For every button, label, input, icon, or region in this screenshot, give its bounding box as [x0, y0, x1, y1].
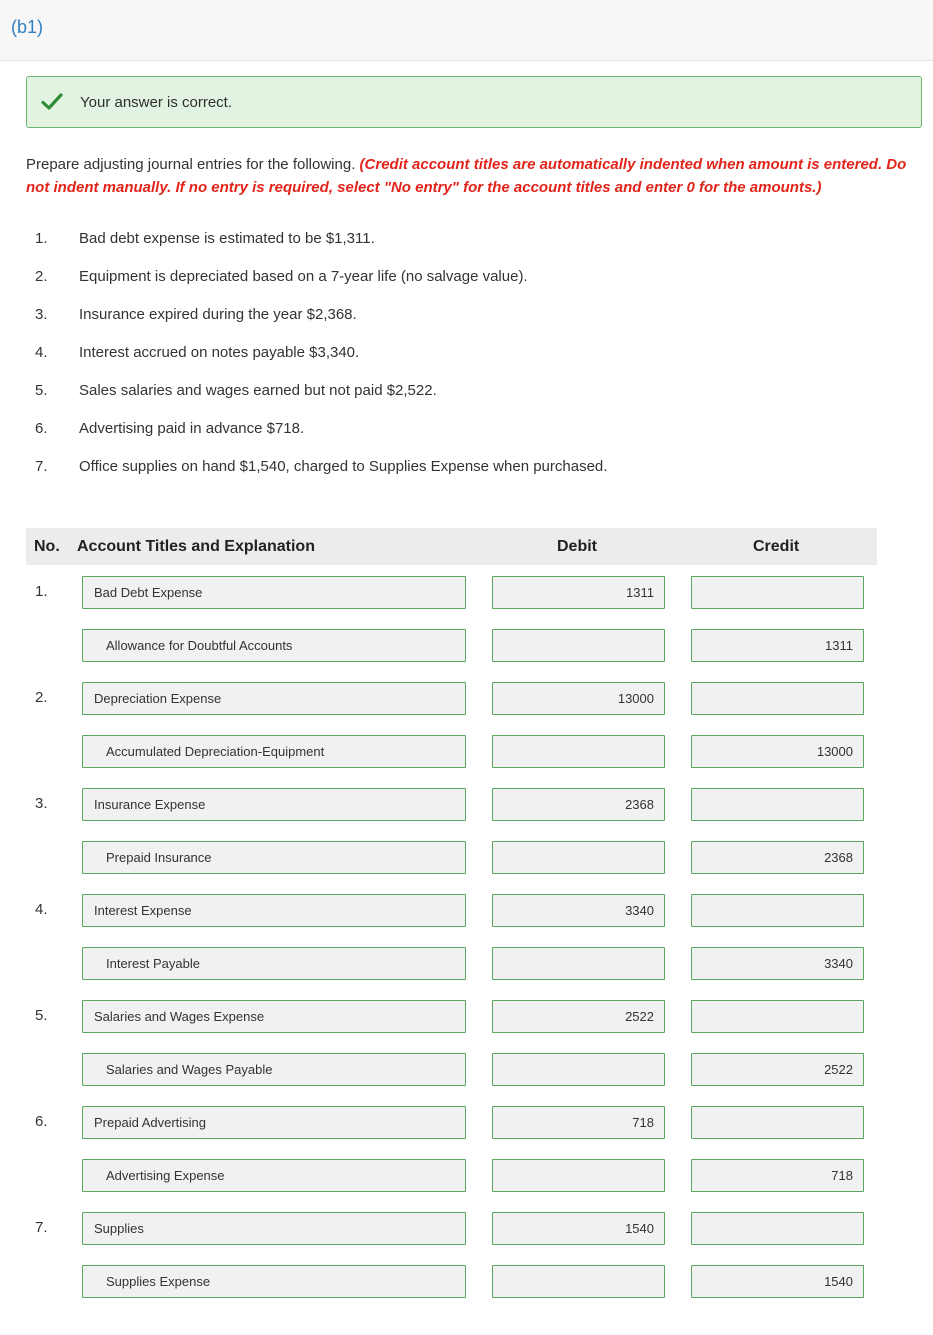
debit-account-field[interactable]: [82, 576, 466, 609]
debit-account-field[interactable]: [82, 1212, 466, 1245]
entry-number: 6.: [35, 1113, 48, 1130]
debit-amount-field[interactable]: [492, 1000, 665, 1033]
debit-amount-field[interactable]: [492, 841, 665, 874]
transaction-text: Equipment is depreciated based on a 7-year life (no salvage value).: [79, 268, 528, 285]
debit-amount-field[interactable]: [492, 735, 665, 768]
instructions-main: Prepare adjusting journal entries for the following.: [26, 156, 360, 173]
instructions-note: (Credit account titles are automatically indented when amount is entered. Do not indent manually. If no entry is required, select "No entry" for the account titles and enter 0 for the amounts.): [26, 156, 907, 196]
part-header: [0, 0, 933, 61]
transaction-number: 3.: [35, 306, 48, 323]
transaction-number: 7.: [35, 458, 48, 475]
transaction-text: Advertising paid in advance $718.: [79, 420, 305, 437]
credit-account-field[interactable]: [82, 735, 466, 768]
credit-amount-field[interactable]: [691, 894, 864, 927]
transaction-text: Insurance expired during the year $2,368.: [79, 306, 357, 323]
debit-amount-field[interactable]: [492, 629, 665, 662]
credit-account-field[interactable]: [82, 1265, 466, 1298]
transaction-number: 2.: [35, 268, 48, 285]
header-no: No.: [34, 538, 60, 555]
credit-amount-field[interactable]: [691, 1106, 864, 1139]
credit-amount-field[interactable]: [691, 1212, 864, 1245]
transaction-number: 5.: [35, 382, 48, 399]
entry-number: 1.: [35, 583, 48, 600]
debit-amount-field[interactable]: [492, 1212, 665, 1245]
credit-amount-field[interactable]: [691, 629, 864, 662]
header-account: Account Titles and Explanation: [77, 538, 315, 555]
debit-amount-field[interactable]: [492, 682, 665, 715]
transaction-item: [26, 418, 886, 442]
transaction-item: [26, 380, 886, 404]
instructions: [26, 153, 916, 199]
transaction-text: Bad debt expense is estimated to be $1,311.: [79, 230, 375, 247]
transaction-number: 6.: [35, 420, 48, 437]
transaction-item: [26, 304, 886, 328]
credit-amount-field[interactable]: [691, 1053, 864, 1086]
success-text: Your answer is correct.: [80, 94, 233, 111]
credit-amount-field[interactable]: [691, 1159, 864, 1192]
debit-amount-field[interactable]: [492, 1159, 665, 1192]
credit-amount-field[interactable]: [691, 1265, 864, 1298]
transaction-text: Interest accrued on notes payable $3,340.: [79, 344, 360, 361]
credit-account-field[interactable]: [82, 947, 466, 980]
entry-number: 5.: [35, 1007, 48, 1024]
debit-amount-field[interactable]: [492, 1106, 665, 1139]
journal-table-header: [26, 528, 877, 565]
success-message: [26, 76, 922, 128]
transaction-item: [26, 266, 886, 290]
debit-amount-field[interactable]: [492, 576, 665, 609]
transaction-text: Office supplies on hand $1,540, charged to Supplies Expense when purchased.: [79, 458, 608, 475]
entry-number: 2.: [35, 689, 48, 706]
debit-account-field[interactable]: [82, 894, 466, 927]
debit-amount-field[interactable]: [492, 788, 665, 821]
transaction-item: [26, 342, 886, 366]
entry-number: 3.: [35, 795, 48, 812]
transaction-text: Sales salaries and wages earned but not paid $2,522.: [79, 382, 437, 399]
debit-amount-field[interactable]: [492, 1265, 665, 1298]
transaction-number: 1.: [35, 230, 48, 247]
checkmark-icon: [41, 91, 63, 113]
credit-amount-field[interactable]: [691, 576, 864, 609]
debit-account-field[interactable]: [82, 1106, 466, 1139]
credit-amount-field[interactable]: [691, 788, 864, 821]
debit-amount-field[interactable]: [492, 1053, 665, 1086]
credit-amount-field[interactable]: [691, 1000, 864, 1033]
entry-number: 7.: [35, 1219, 48, 1236]
credit-amount-field[interactable]: [691, 947, 864, 980]
credit-account-field[interactable]: [82, 841, 466, 874]
credit-amount-field[interactable]: [691, 841, 864, 874]
debit-amount-field[interactable]: [492, 894, 665, 927]
credit-amount-field[interactable]: [691, 682, 864, 715]
transaction-item: [26, 456, 886, 480]
header-debit: Debit: [557, 538, 597, 555]
debit-account-field[interactable]: [82, 682, 466, 715]
transaction-number: 4.: [35, 344, 48, 361]
transaction-item: [26, 228, 886, 252]
credit-amount-field[interactable]: [691, 735, 864, 768]
credit-account-field[interactable]: [82, 1159, 466, 1192]
debit-account-field[interactable]: [82, 1000, 466, 1033]
debit-account-field[interactable]: [82, 788, 466, 821]
entry-number: 4.: [35, 901, 48, 918]
header-credit: Credit: [753, 538, 800, 555]
credit-account-field[interactable]: [82, 1053, 466, 1086]
credit-account-field[interactable]: [82, 629, 466, 662]
part-label: (b1): [11, 17, 44, 37]
debit-amount-field[interactable]: [492, 947, 665, 980]
